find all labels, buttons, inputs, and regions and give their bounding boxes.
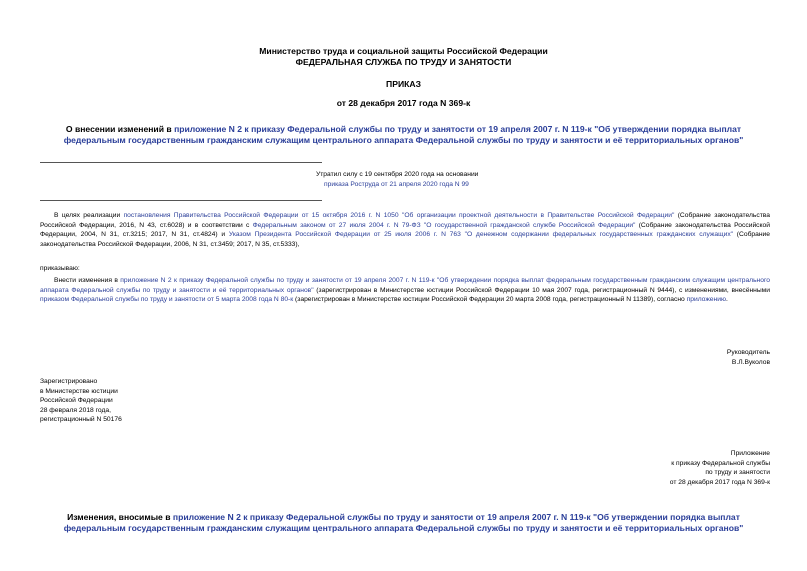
signature-role: Руководитель (726, 349, 770, 356)
appendix-block (560, 449, 770, 487)
registration-block (40, 377, 260, 425)
body-link-appendix[interactable]: приложению (686, 296, 726, 304)
preamble-link-1050[interactable]: постановления Правительства Российской Федерации от 15 октября 2016 г. N 1050 "Об организации проектной деятельности в Правительстве Российской Федерации" (123, 212, 675, 219)
appendix-line: Приложение (730, 450, 770, 457)
title-prefix: О внесении изменений в (65, 124, 175, 134)
separator-rule (40, 200, 322, 201)
registration-line: регистрационный N 50176 (40, 416, 122, 424)
status-link[interactable]: приказа Роструда от 21 апреля 2020 года N 99 (324, 180, 469, 188)
body-paragraph (40, 276, 770, 305)
document-date-number: от 28 декабря 2017 года N 369-к (336, 98, 471, 108)
preamble-text: В целях реализации (54, 212, 124, 219)
title-link[interactable]: приложение N 2 к приказу Федеральной службы по труду и занятости от 19 апреля 2007 г. N 119-к "Об утверждении порядка выплат федеральным государственным гражданским служащим центрального аппарата Федеральной службы по труду и занятости и её территориальных органов" (63, 124, 744, 145)
order-word: приказываю: (40, 265, 80, 272)
body-text: . (725, 296, 728, 304)
body-text: (зарегистрирован в Министерстве юстиции Российской Федерации 10 мая 2007 года, регистрационный N 9444), с изменениями, внесёнными (313, 286, 770, 294)
preamble-text: (Собрание законодательства Российской Федерации, 2004, N 31, ст.3215; 2017, N 31, ст.4824) и (40, 221, 770, 239)
document-type: ПРИКАЗ (386, 79, 421, 89)
preamble-text: (Собрание законодательства Российской Федерации, 2006, N 31, ст.3459; 2017, N 35, ст.5333), (40, 231, 771, 248)
document-title (40, 124, 767, 146)
appendix-line: по труду и занятости (705, 469, 770, 477)
registration-line: Российской Федерации (40, 397, 113, 405)
preamble-link-763[interactable]: Указом Президента Российской Федерации от 25 июля 2006 г. N 763 "О денежном содержании федеральных государственных гражданских служащих" (228, 231, 734, 239)
registration-line: 28 февраля 2018 года, (40, 406, 111, 414)
changes-title (40, 512, 767, 534)
appendix-line: к приказу Федеральной службы (671, 459, 770, 467)
body-text: Внести изменения в (54, 277, 121, 284)
ministry-name: Министерство труда и социальной защиты Российской Федерации (259, 46, 548, 56)
registration-line: в Министерстве юстиции (40, 387, 118, 395)
body-link-order80k[interactable]: приказом Федеральной службы по труду и занятости от 5 марта 2008 года N 80-к (40, 296, 294, 304)
service-name: ФЕДЕРАЛЬНАЯ СЛУЖБА ПО ТРУДУ И ЗАНЯТОСТИ (295, 57, 512, 67)
preamble-paragraph (40, 211, 770, 249)
status-note (316, 170, 516, 189)
separator-rule (40, 162, 322, 163)
registration-line: Зарегистрировано (40, 378, 98, 385)
preamble-link-79fz[interactable]: Федеральным законом от 27 июля 2004 г. N 79-ФЗ "О государственной гражданской службе Российской Федерации" (252, 221, 636, 229)
appendix-line: от 28 декабря 2017 года N 369-к (669, 478, 770, 486)
signature-name: В.Л.Вуколов (731, 358, 770, 366)
changes-title-prefix: Изменения, вносимые в (67, 512, 173, 522)
changes-title-link[interactable]: приложение N 2 к приказу Федеральной службы по труду и занятости от 19 апреля 2007 г. N 119-к "Об утверждении порядка выплат федеральным государственным гражданским служащим центрального аппарата Федеральной службы по труду и занятости и её территориальных органов" (63, 512, 744, 533)
signature-block (560, 348, 770, 367)
body-text: (зарегистрирован в Министерстве юстиции Российской Федерации 20 марта 2008 года, регистрационный N 11389), согласно (293, 296, 687, 304)
status-text: Утратил силу с 19 сентября 2020 года на основании (316, 171, 479, 178)
preamble-text: (Собрание законодательства Российской Федерации, 2016, N 43, ст.6028) и в соответствии с (40, 212, 770, 229)
body-link-appendix2[interactable]: приложение N 2 к приказу Федеральной службы по труду и занятости от 19 апреля 2007 г. N 119-к "Об утверждении порядка выплат федеральным государственным гражданским служащим центрального аппарата Федеральной службы по труду и занятости и её территориальных органов" (40, 277, 770, 294)
